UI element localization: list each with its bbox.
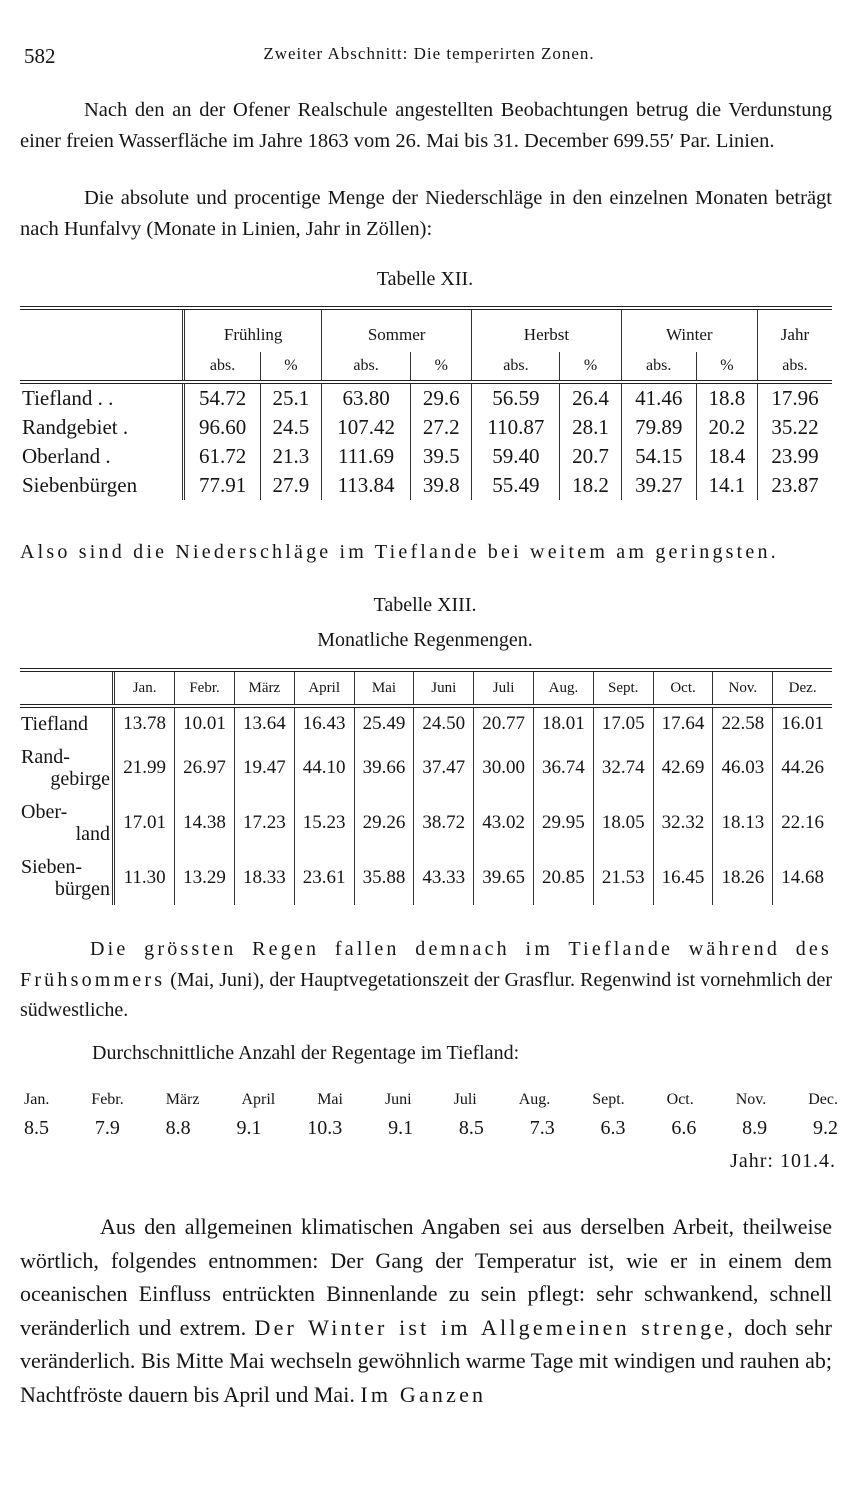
paragraph-climate: Aus den allgemeinen klimatischen Angaben sei aus derselben Arbeit, theilweise wörtlich, folgendes entnommen: Der Gang der Temperatur ist, wie er in einem dem oceanischen Einfluss entrückten Binnenlande zu sein pflegt: sehr schwankend, schnell veränderlich und extrem. bbox=[20, 1214, 832, 1340]
table-xiii-subtitle: Monatliche Regenmengen. bbox=[317, 629, 533, 651]
table-cell: 39.65 bbox=[474, 850, 534, 905]
table-cell: 41.46 bbox=[621, 382, 696, 413]
table-cell: 14.68 bbox=[773, 850, 832, 905]
table-cell: 17.96 bbox=[757, 382, 832, 413]
table-cell: 24.50 bbox=[414, 706, 474, 740]
table-row bbox=[20, 471, 832, 500]
table-cell: 10.01 bbox=[175, 706, 235, 740]
table-cell: 21.99 bbox=[114, 740, 175, 795]
row-label-line: Sieben- bbox=[21, 855, 83, 878]
month-header: Juni bbox=[414, 670, 474, 706]
table-cell: 18.26 bbox=[713, 850, 773, 905]
paragraph-heaviest-rain-rest: (Mai, Juni), der Hauptvegetationszeit der Grasflur. Regenwind ist vornehmlich der südwestliche. bbox=[20, 968, 832, 1021]
table-cell: 14.1 bbox=[696, 471, 757, 500]
table-cell: 14.38 bbox=[175, 795, 235, 850]
table-cell: 54.15 bbox=[621, 442, 696, 471]
month-header: Juli bbox=[474, 670, 534, 706]
table-cell: 43.33 bbox=[414, 850, 474, 905]
raindays-value: 6.3 bbox=[600, 1117, 626, 1139]
raindays-month: Febr. bbox=[91, 1091, 124, 1108]
table-cell: 11.30 bbox=[114, 850, 175, 905]
table-cell: 17.01 bbox=[114, 795, 175, 850]
table-xiii bbox=[20, 668, 832, 905]
table-cell: 23.87 bbox=[757, 471, 832, 500]
table-cell: 35.22 bbox=[757, 413, 832, 442]
running-title: Zweiter Abschnitt: Die temperirten Zonen. bbox=[263, 44, 595, 63]
table-cell: 39.27 bbox=[621, 471, 696, 500]
percent-header: % bbox=[411, 352, 472, 382]
table-cell: 28.1 bbox=[560, 413, 621, 442]
table-cell: 25.1 bbox=[260, 382, 321, 413]
table-cell: 23.99 bbox=[757, 442, 832, 471]
raindays-value: 8.9 bbox=[742, 1117, 768, 1139]
table-cell: 25.49 bbox=[354, 706, 414, 740]
table-cell: 61.72 bbox=[184, 442, 261, 471]
month-header: Mai bbox=[354, 670, 414, 706]
table-cell: 39.8 bbox=[411, 471, 472, 500]
raindays-month: März bbox=[165, 1091, 200, 1108]
raindays-value: 8.5 bbox=[24, 1117, 49, 1139]
raindays-values bbox=[24, 1117, 838, 1140]
table-cell: 13.78 bbox=[114, 706, 175, 740]
season-header: Herbst bbox=[472, 308, 621, 352]
table-cell: 16.45 bbox=[653, 850, 713, 905]
table-cell: 111.69 bbox=[321, 442, 410, 471]
table-cell: 29.26 bbox=[354, 795, 414, 850]
table-row bbox=[20, 740, 832, 795]
table-cell: 96.60 bbox=[184, 413, 261, 442]
percent-header: % bbox=[696, 352, 757, 382]
table-cell: 18.4 bbox=[696, 442, 757, 471]
table-xii-subheader bbox=[20, 352, 832, 382]
paragraph-climate-cont: doch sehr veränderlich. Bis Mitte Mai wechseln gewöhnlich warme Tage mit windigen und rauhen ab; Nachtfröste dauern bis April und Mai. bbox=[20, 1314, 832, 1407]
table-cell: 30.00 bbox=[474, 740, 534, 795]
raindays-month: Jan. bbox=[24, 1091, 50, 1108]
percent-header: % bbox=[560, 352, 621, 382]
table-cell: 35.88 bbox=[354, 850, 414, 905]
percent-header: % bbox=[260, 352, 321, 382]
table-cell: 20.7 bbox=[560, 442, 621, 471]
table-xii-season-header bbox=[20, 308, 832, 352]
month-header: April bbox=[294, 670, 354, 706]
abs-header: abs. bbox=[757, 352, 832, 382]
table-cell: 21.3 bbox=[260, 442, 321, 471]
table-cell: 22.16 bbox=[773, 795, 832, 850]
month-header: Jan. bbox=[114, 670, 175, 706]
raindays-value: 7.3 bbox=[529, 1117, 555, 1139]
raindays-value: 6.6 bbox=[671, 1117, 697, 1139]
abs-header: abs. bbox=[621, 352, 696, 382]
raindays-value: 8.8 bbox=[165, 1117, 191, 1139]
table-cell: 17.64 bbox=[653, 706, 713, 740]
raindays-month: Juli bbox=[453, 1091, 477, 1108]
table-row bbox=[20, 413, 832, 442]
table-cell: 18.05 bbox=[593, 795, 653, 850]
raindays-month: Aug. bbox=[518, 1091, 551, 1108]
raindays-value: 9.2 bbox=[812, 1117, 838, 1139]
row-label: Oberland . bbox=[20, 442, 184, 471]
raindays-month: Sept. bbox=[592, 1091, 625, 1108]
table-cell: 20.77 bbox=[474, 706, 534, 740]
table-cell: 16.01 bbox=[773, 706, 832, 740]
row-label-line: Tiefland bbox=[21, 713, 89, 735]
table-cell: 18.01 bbox=[534, 706, 594, 740]
season-header: Sommer bbox=[321, 308, 471, 352]
table-row bbox=[20, 382, 832, 413]
table-cell: 113.84 bbox=[321, 471, 410, 500]
raindays-month: Juni bbox=[384, 1091, 412, 1108]
table-cell: 42.69 bbox=[653, 740, 713, 795]
table-cell: 39.66 bbox=[354, 740, 414, 795]
table-cell: 23.61 bbox=[294, 850, 354, 905]
table-cell: 21.53 bbox=[593, 850, 653, 905]
table-cell: 16.43 bbox=[294, 706, 354, 740]
table-cell: 43.02 bbox=[474, 795, 534, 850]
table-cell: 44.26 bbox=[773, 740, 832, 795]
raindays-month: Oct. bbox=[666, 1091, 694, 1108]
table-cell: 27.2 bbox=[411, 413, 472, 442]
table-cell: 15.23 bbox=[294, 795, 354, 850]
table-cell: 36.74 bbox=[534, 740, 594, 795]
table-row bbox=[20, 706, 832, 740]
paragraph-tiefland-remark: Also sind die Niederschläge im Tieflande bei weitem am geringsten. bbox=[20, 541, 779, 563]
paragraph-precipitation-intro: Die absolute und procentige Menge der Niederschläge in den einzelnen Monaten beträgt nach Hunfalvy (Monate in Linien, Jahr in Zöllen): bbox=[20, 187, 832, 240]
table-xii-caption: Tabelle XII. bbox=[376, 268, 474, 290]
season-header: Winter bbox=[621, 308, 757, 352]
abs-header: abs. bbox=[184, 352, 261, 382]
row-label bbox=[20, 795, 114, 850]
table-cell: 20.85 bbox=[534, 850, 594, 905]
paragraph-heaviest-rain: Die grössten Regen fallen demnach im Tieflande während des Frühsommers bbox=[20, 938, 832, 991]
paragraph-evaporation: Nach den an der Ofener Realschule angestellten Beobachtungen betrug die Verdunstung einer freien Wasserfläche im Jahre 1863 vom 26. Mai bis 31. December 699.55′ Par. Linien. bbox=[20, 99, 832, 152]
table-cell: 13.64 bbox=[234, 706, 294, 740]
table-cell: 44.10 bbox=[294, 740, 354, 795]
raindays-value: 9.1 bbox=[236, 1117, 262, 1139]
table-xiii-month-header bbox=[20, 670, 832, 706]
row-label-line: bürgen bbox=[54, 877, 111, 900]
table-cell: 17.23 bbox=[234, 795, 294, 850]
raindays-month: Nov. bbox=[735, 1091, 767, 1108]
raindays-month: Dec. bbox=[808, 1091, 838, 1108]
table-row bbox=[20, 442, 832, 471]
paragraph-climate-winter: Der Winter ist im Allgemeinen strenge, bbox=[254, 1314, 736, 1340]
table-cell: 22.58 bbox=[713, 706, 773, 740]
row-label bbox=[20, 740, 114, 795]
season-header: Jahr bbox=[757, 308, 832, 352]
row-label: Randgebiet . bbox=[20, 413, 184, 442]
raindays-value: 9.1 bbox=[388, 1117, 414, 1139]
table-cell: 13.29 bbox=[175, 850, 235, 905]
table-xiii-caption: Tabelle XIII. bbox=[373, 594, 477, 616]
table-cell: 77.91 bbox=[184, 471, 261, 500]
table-cell: 29.95 bbox=[534, 795, 594, 850]
table-cell: 18.8 bbox=[696, 382, 757, 413]
table-cell: 26.4 bbox=[560, 382, 621, 413]
table-cell: 27.9 bbox=[260, 471, 321, 500]
row-label: Siebenbürgen bbox=[20, 471, 184, 500]
table-row bbox=[20, 795, 832, 850]
table-cell: 17.05 bbox=[593, 706, 653, 740]
month-header: Nov. bbox=[713, 670, 773, 706]
month-header: Aug. bbox=[534, 670, 594, 706]
page-header bbox=[24, 44, 834, 72]
raindays-value: 8.5 bbox=[458, 1117, 484, 1139]
table-cell: 54.72 bbox=[184, 382, 261, 413]
table-cell: 39.5 bbox=[411, 442, 472, 471]
table-cell: 29.6 bbox=[411, 382, 472, 413]
table-cell: 37.47 bbox=[414, 740, 474, 795]
month-header: März bbox=[234, 670, 294, 706]
row-label: Tiefland . . bbox=[20, 382, 184, 413]
raindays-total: Jahr: 101.4. bbox=[730, 1150, 836, 1172]
month-header: Oct. bbox=[653, 670, 713, 706]
month-header: Dez. bbox=[773, 670, 832, 706]
month-header: Febr. bbox=[175, 670, 235, 706]
abs-header: abs. bbox=[321, 352, 410, 382]
table-cell: 56.59 bbox=[472, 382, 560, 413]
abs-header: abs. bbox=[472, 352, 560, 382]
table-cell: 18.2 bbox=[560, 471, 621, 500]
table-cell: 20.2 bbox=[696, 413, 757, 442]
row-label-line: land bbox=[75, 822, 111, 845]
table-cell: 19.47 bbox=[234, 740, 294, 795]
table-cell: 63.80 bbox=[321, 382, 410, 413]
row-label-line: gebirge bbox=[50, 767, 111, 790]
table-cell: 46.03 bbox=[713, 740, 773, 795]
raindays-month: Mai bbox=[317, 1091, 343, 1108]
table-cell: 55.49 bbox=[472, 471, 560, 500]
paragraph-climate-end: Im Ganzen bbox=[360, 1381, 487, 1407]
row-label-line: Rand- bbox=[21, 745, 70, 768]
table-xii bbox=[20, 306, 832, 500]
table-cell: 32.32 bbox=[653, 795, 713, 850]
table-cell: 26.97 bbox=[175, 740, 235, 795]
raindays-months bbox=[24, 1091, 838, 1109]
row-label bbox=[20, 850, 114, 905]
raindays-value: 10.3 bbox=[307, 1117, 343, 1139]
table-cell: 38.72 bbox=[414, 795, 474, 850]
month-header: Sept. bbox=[593, 670, 653, 706]
table-row bbox=[20, 850, 832, 905]
season-header: Frühling bbox=[184, 308, 322, 352]
row-label bbox=[20, 706, 114, 740]
table-cell: 107.42 bbox=[321, 413, 410, 442]
page-number: 582 bbox=[24, 44, 56, 68]
table-cell: 18.13 bbox=[713, 795, 773, 850]
table-cell: 110.87 bbox=[472, 413, 560, 442]
table-cell: 24.5 bbox=[260, 413, 321, 442]
row-label-line: Ober- bbox=[21, 800, 68, 823]
table-cell: 18.33 bbox=[234, 850, 294, 905]
table-cell: 79.89 bbox=[621, 413, 696, 442]
table-cell: 59.40 bbox=[472, 442, 560, 471]
raindays-value: 7.9 bbox=[94, 1117, 120, 1139]
raindays-title: Durchschnittliche Anzahl der Regentage im Tiefland: bbox=[92, 1042, 520, 1064]
raindays-month: April bbox=[241, 1091, 276, 1108]
table-cell: 32.74 bbox=[593, 740, 653, 795]
